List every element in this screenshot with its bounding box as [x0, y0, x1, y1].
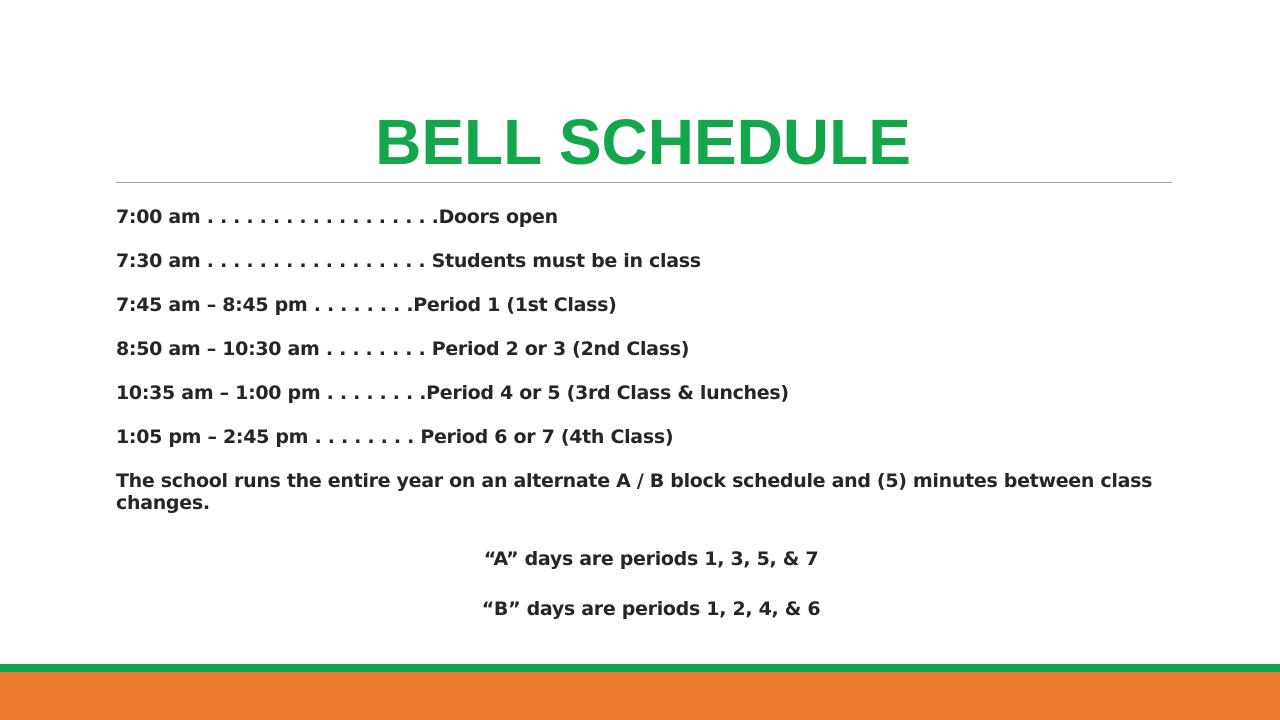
footer-stripe-green [0, 664, 1280, 672]
schedule-line-period-6-7: 1:05 pm – 2:45 pm . . . . . . . . Period 6 or 7 (4th Class) [116, 426, 674, 448]
schedule-line-doors-open: 7:00 am . . . . . . . . . . . . . . . . . .Doors open [116, 206, 558, 228]
schedule-line-period-2-3: 8:50 am – 10:30 am . . . . . . . . Period 2 or 3 (2nd Class) [116, 338, 690, 360]
slide-title: BELL SCHEDULE [375, 106, 911, 178]
schedule-note: The school runs the entire year on an alternate A / B block schedule and (5) minutes between class changes. [116, 470, 1153, 514]
schedule-line-in-class: 7:30 am . . . . . . . . . . . . . . . . . Students must be in class [116, 250, 701, 272]
footer-stripe-orange [0, 672, 1280, 720]
schedule-line-period-1: 7:45 am – 8:45 pm . . . . . . . .Period 1 (1st Class) [116, 294, 617, 316]
b-days-line: “B” days are periods 1, 2, 4, & 6 [481, 598, 821, 620]
schedule-line-period-4-5: 10:35 am – 1:00 pm . . . . . . . .Period 4 or 5 (3rd Class & lunches) [116, 382, 789, 404]
title-divider [116, 182, 1172, 183]
slide-body [116, 195, 1176, 632]
a-days-line: “A” days are periods 1, 3, 5, & 7 [483, 548, 819, 570]
